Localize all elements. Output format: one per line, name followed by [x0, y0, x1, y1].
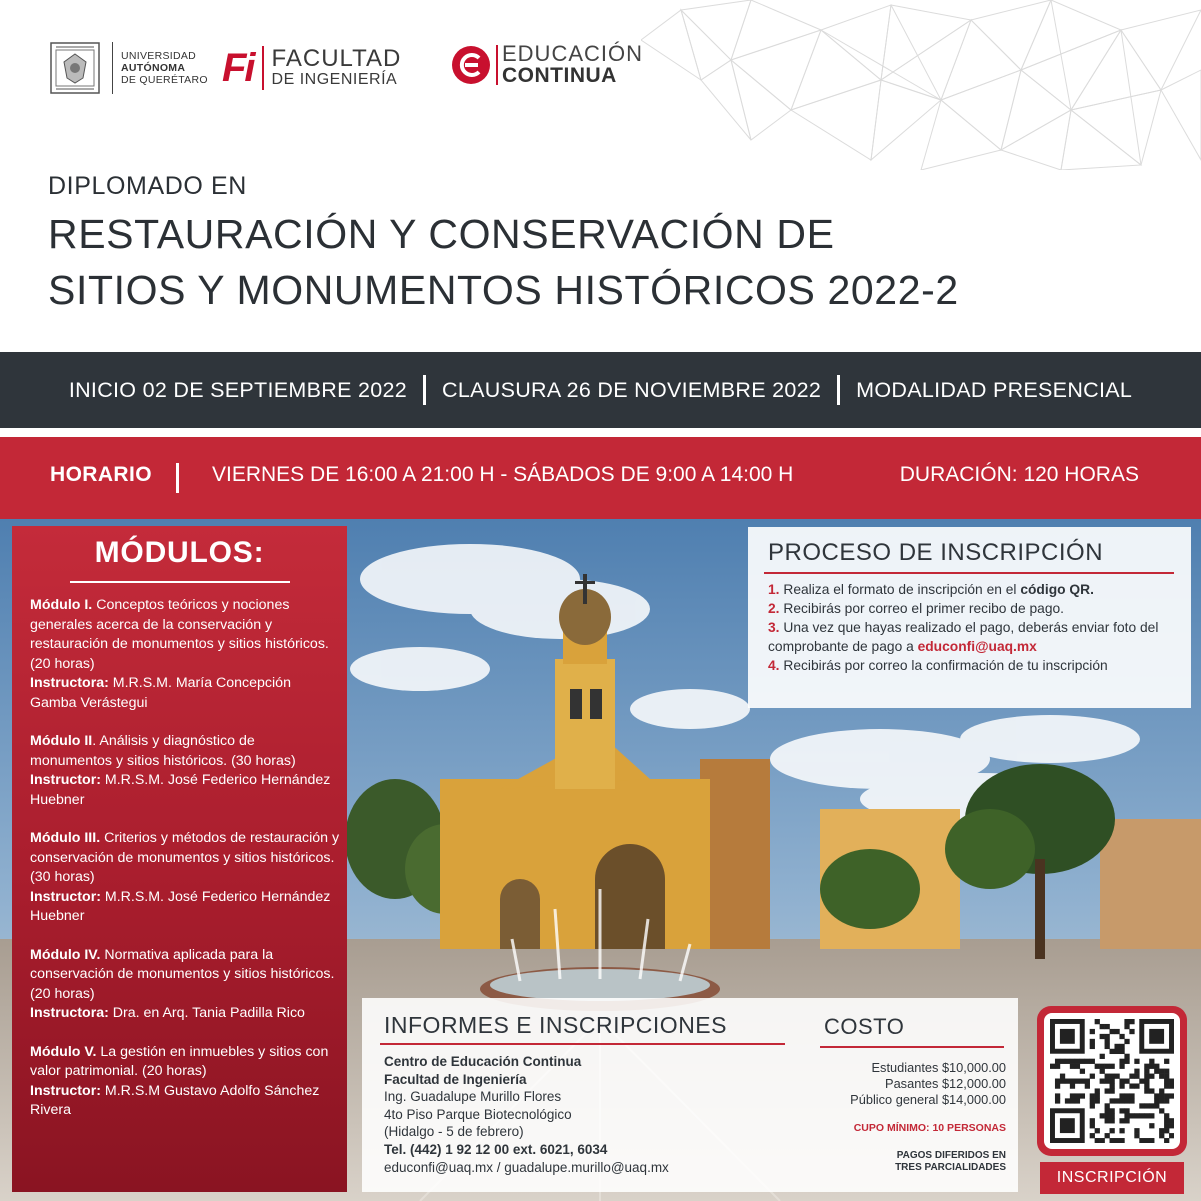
contact-emails[interactable]: educonfi@uaq.mx / guadalupe.murillo@uaq.mx	[384, 1159, 669, 1175]
separator	[423, 375, 426, 405]
step-number: 1.	[768, 582, 780, 597]
fi-wordmark	[272, 47, 402, 89]
ec-line2: CONTINUA	[502, 64, 617, 87]
module-role: Instructor:	[30, 1082, 101, 1099]
modules-panel	[12, 526, 347, 1192]
start-date: INICIO 02 DE SEPTIEMBRE 2022	[68, 377, 408, 402]
contact-line: Facultad de Ingeniería	[384, 1071, 527, 1087]
contact-title: INFORMES E INSCRIPCIONES	[384, 1012, 727, 1038]
module-person: M.R.S.M. José Federico Hernández Huebner	[30, 772, 331, 808]
step-emphasis: código QR.	[1020, 582, 1094, 597]
contact-phone: Tel. (442) 1 92 12 00 ext. 6021, 6034	[384, 1141, 608, 1157]
module-role: Instructor:	[30, 888, 101, 905]
uaq-line1: UNIVERSIDAD	[121, 50, 197, 62]
process-step-1	[768, 580, 1181, 599]
module-name: Módulo II	[30, 733, 93, 749]
module-name: Módulo IV.	[30, 946, 101, 963]
module-person: M.R.S.M. José Federico Hernández Huebner	[30, 888, 331, 924]
module-desc: La gestión en inmuebles y sitios con valor patrimonial. (20 horas)	[30, 1043, 329, 1079]
step-text: Una vez que hayas realizado el pago, deberás enviar foto del comprobante de pago a	[768, 620, 1159, 654]
uaq-separator	[112, 42, 113, 94]
fi-separator	[262, 46, 264, 90]
module-role: Instructora:	[30, 1005, 109, 1021]
header	[0, 0, 1201, 350]
uaq-wordmark	[121, 50, 208, 86]
step-text: Realiza el formato de inscripción en el	[779, 582, 1021, 597]
end-date: CLAUSURA 26 DE NOVIEMBRE 2022	[442, 377, 822, 402]
modality: MODALIDAD PRESENCIAL	[856, 377, 1133, 402]
uaq-logo	[50, 42, 208, 94]
email-link[interactable]: educonfi@uaq.mx	[917, 639, 1037, 654]
qr-code-frame[interactable]	[1037, 1006, 1187, 1156]
module-name: Módulo I.	[30, 597, 93, 613]
module-item	[30, 596, 340, 713]
schedule-label: HORARIO	[50, 463, 152, 486]
step-text: Recibirás por correo la confirmación de tu inscripción	[779, 658, 1108, 673]
title-line-1: RESTAURACIÓN Y CONSERVACIÓN DE	[48, 211, 835, 257]
module-item	[30, 732, 340, 810]
price-general: Público general $14,000.00	[850, 1092, 1006, 1107]
ec-line1: EDUCACIÓN	[502, 41, 644, 66]
process-title-rule	[764, 572, 1174, 574]
module-desc: Criterios y métodos de restauración y conservación de monumentos y sitios históricos. (30 horas)	[30, 830, 340, 885]
module-name: Módulo V.	[30, 1043, 97, 1060]
uaq-line3: DE QUERÉTARO	[121, 74, 208, 86]
module-person: Dra. en Arq. Tania Padilla Rico	[108, 1005, 305, 1021]
minimum-quota: CUPO MÍNIMO: 10 PERSONAS	[853, 1122, 1006, 1134]
process-step-2	[768, 599, 1181, 618]
contact-line: 4to Piso Parque Biotecnológico	[384, 1106, 572, 1122]
educacion-continua-logo	[450, 43, 643, 87]
fi-logo	[222, 46, 401, 90]
inscription-button[interactable]: INSCRIPCIÓN	[1040, 1162, 1184, 1194]
module-desc: Normativa aplicada para la conservación de monumentos y sitios históricos. (20 horas)	[30, 946, 335, 1002]
ec-wordmark	[502, 43, 643, 87]
step-number: 2.	[768, 601, 780, 616]
schedule-value: VIERNES DE 16:00 A 21:00 H - SÁBADOS DE 9:00 A 14:00 H	[212, 463, 794, 486]
module-item	[30, 946, 340, 1024]
dates-band	[0, 352, 1201, 428]
deferred-payments-line: TRES PARCIALIDADES	[895, 1162, 1006, 1173]
deferred-payments-line: PAGOS DIFERIDOS EN	[896, 1150, 1006, 1161]
modules-title: MÓDULOS:	[94, 536, 265, 569]
contact-title-rule	[380, 1043, 785, 1045]
module-item	[30, 1043, 340, 1121]
fi-mark: Fi	[222, 46, 254, 90]
ec-circle-icon	[450, 44, 492, 86]
module-role: Instructor:	[30, 772, 101, 788]
contact-line: Centro de Educación Continua	[384, 1054, 582, 1069]
cost-panel	[812, 998, 1018, 1192]
inscription-process-panel	[748, 527, 1191, 708]
process-step-3	[768, 618, 1181, 656]
separator	[837, 375, 840, 405]
cost-title: COSTO	[824, 1014, 905, 1039]
module-role: Instructora:	[30, 675, 109, 691]
deferred-payments	[824, 1150, 1006, 1174]
uaq-crest-icon	[50, 42, 100, 94]
process-title: PROCESO DE INSCRIPCIÓN	[768, 539, 1104, 566]
contact-line: Ing. Guadalupe Murillo Flores	[384, 1089, 562, 1105]
modules-list	[30, 596, 340, 1140]
ec-separator	[496, 45, 498, 85]
program-eyebrow: DIPLOMADO EN	[48, 172, 247, 200]
module-person: M.R.S.M Gustavo Adolfo Sánchez Rivera	[30, 1082, 320, 1118]
program-title	[48, 206, 959, 318]
step-number: 3.	[768, 620, 780, 635]
geometric-pattern-decoration	[641, 0, 1201, 170]
duration: DURACIÓN: 120 HORAS	[899, 463, 1139, 486]
step-number: 4.	[768, 658, 780, 673]
uaq-line2: AUTÓNOMA	[121, 62, 186, 74]
step-text: Recibirás por correo el primer recibo de pago.	[779, 601, 1065, 616]
contact-panel	[362, 998, 812, 1192]
title-line-2: SITIOS Y MONUMENTOS HISTÓRICOS 2022-2	[48, 267, 959, 313]
qr-code-icon	[1050, 1019, 1174, 1143]
module-desc: . Análisis y diagnóstico de monumentos y sitios históricos. (30 horas)	[30, 733, 296, 769]
fi-line2: DE INGENIERÍA	[271, 71, 398, 88]
modules-title-rule	[70, 581, 290, 583]
fi-line1: FACULTAD	[271, 45, 402, 72]
cost-title-rule	[820, 1046, 1004, 1048]
price-students: Estudiantes $10,000.00	[871, 1060, 1006, 1075]
module-name: Módulo III.	[30, 830, 101, 846]
module-desc: Conceptos teóricos y nociones generales acerca de la conservación y restauración de monumentos y sitios históricos. (20 horas)	[30, 597, 329, 672]
qr-code[interactable]	[1044, 1013, 1180, 1149]
price-graduates: Pasantes $12,000.00	[885, 1076, 1006, 1091]
module-person: M.R.S.M. María Concepción Gamba Verástegui	[30, 675, 291, 711]
process-step-4	[768, 656, 1181, 675]
contact-line: (Hidalgo - 5 de febrero)	[384, 1124, 524, 1140]
module-item	[30, 829, 340, 927]
separator	[176, 463, 179, 493]
schedule-band	[0, 437, 1201, 519]
